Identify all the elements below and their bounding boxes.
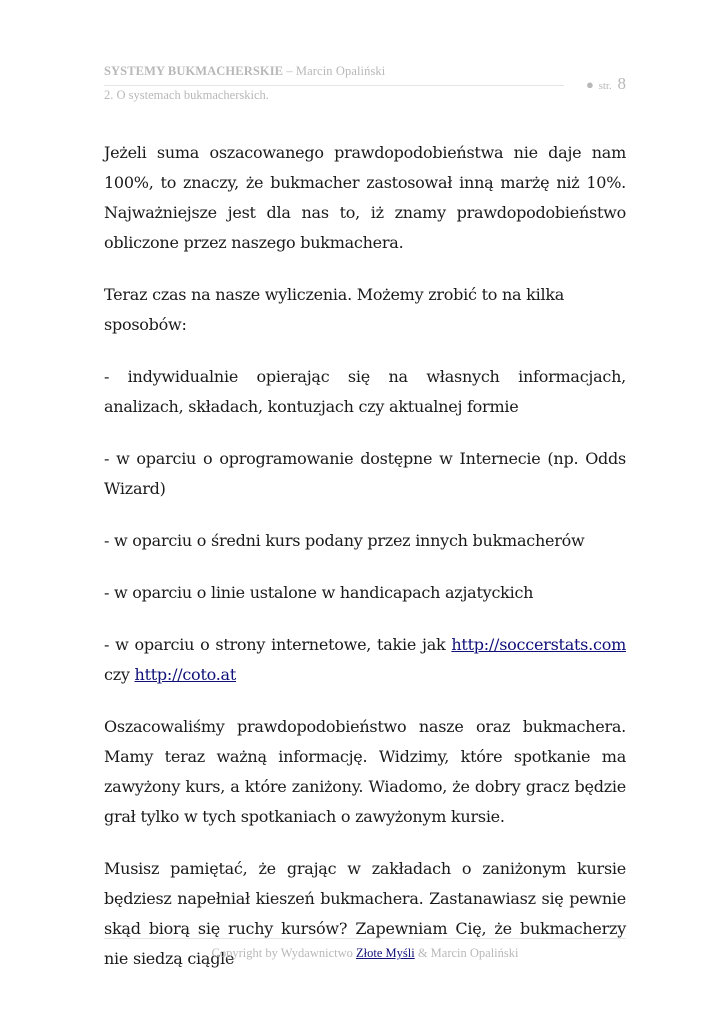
author-name: Marcin Opaliński <box>295 64 386 78</box>
page-number: 8 <box>617 74 626 93</box>
page-label: str. <box>598 80 612 92</box>
paragraph-1: Jeżeli suma oszacowanego prawdopodobieństwa nie daje nam 100%, to znaczy, że bukmacher zastosował inną marżę niż 10%. Najważniejsze jest dla nas to, iż znamy prawdopodobieństwo obliczone przez naszego bukmachera. <box>104 143 626 252</box>
page-header <box>104 64 626 102</box>
copyright-line <box>104 946 626 961</box>
publisher-link[interactable]: Złote Myśli <box>356 946 415 960</box>
header-title <box>104 64 626 79</box>
header-divider <box>104 85 564 86</box>
copyright-prefix: Copyright by Wydawnictwo <box>211 946 356 960</box>
soccerstats-link[interactable]: http://soccerstats.com <box>451 635 626 654</box>
paragraph-3: Oszacowaliśmy prawdopodobieństwo nasze oraz bukmachera. Mamy teraz ważną informację. Widzimy, które spotkanie ma zawyżony kurs, a które zaniżony. Wiadomo, że dobry gracz będzie grał tylko w tych spotkaniach o zawyżonym kursie. <box>104 717 626 826</box>
list-item-5 <box>104 630 626 690</box>
page-number-indicator <box>586 74 626 94</box>
list-item-1: - indywidualnie opierając się na własnych informacjach, analizach, składach, kontuzjach czy aktualnej formie <box>104 367 626 416</box>
list-item-4: - w oparciu o linie ustalone w handicapach azjatyckich <box>104 583 534 602</box>
copyright-suffix: & Marcin Opaliński <box>414 946 519 960</box>
chapter-subtitle: 2. O systemach bukmacherskich. <box>104 88 269 102</box>
page-bullet-icon: ● <box>585 77 594 92</box>
paragraph-4: Musisz pamiętać, że grając w zakładach o zaniżonym kursie będziesz napełniał kieszeń bukmachera. Zastanawiasz się pewnie skąd biorą się ruchy kursów? Zapewniam Cię, że bukmacherzy nie siedzą ciągle <box>104 859 626 968</box>
book-title: SYSTEMY BUKMACHERSKIE <box>104 64 284 78</box>
paragraph-2: Teraz czas na nasze wyliczenia. Możemy zrobić to na kilka sposobów: <box>104 285 565 334</box>
coto-link[interactable]: http://coto.at <box>134 665 237 684</box>
list-item-2: - w oparciu o oprogramowanie dostępne w Internecie (np. Odds Wizard) <box>104 449 626 498</box>
list-item-3: - w oparciu o średni kurs podany przez innych bukmacherów <box>104 531 585 550</box>
list-item-5-text: - w oparciu o strony internetowe, takie jak <box>104 635 452 654</box>
page-body <box>104 138 626 996</box>
title-separator: – <box>283 64 296 78</box>
footer-divider <box>104 938 626 939</box>
page-footer <box>104 938 626 961</box>
list-item-5-conj: czy <box>104 665 135 684</box>
